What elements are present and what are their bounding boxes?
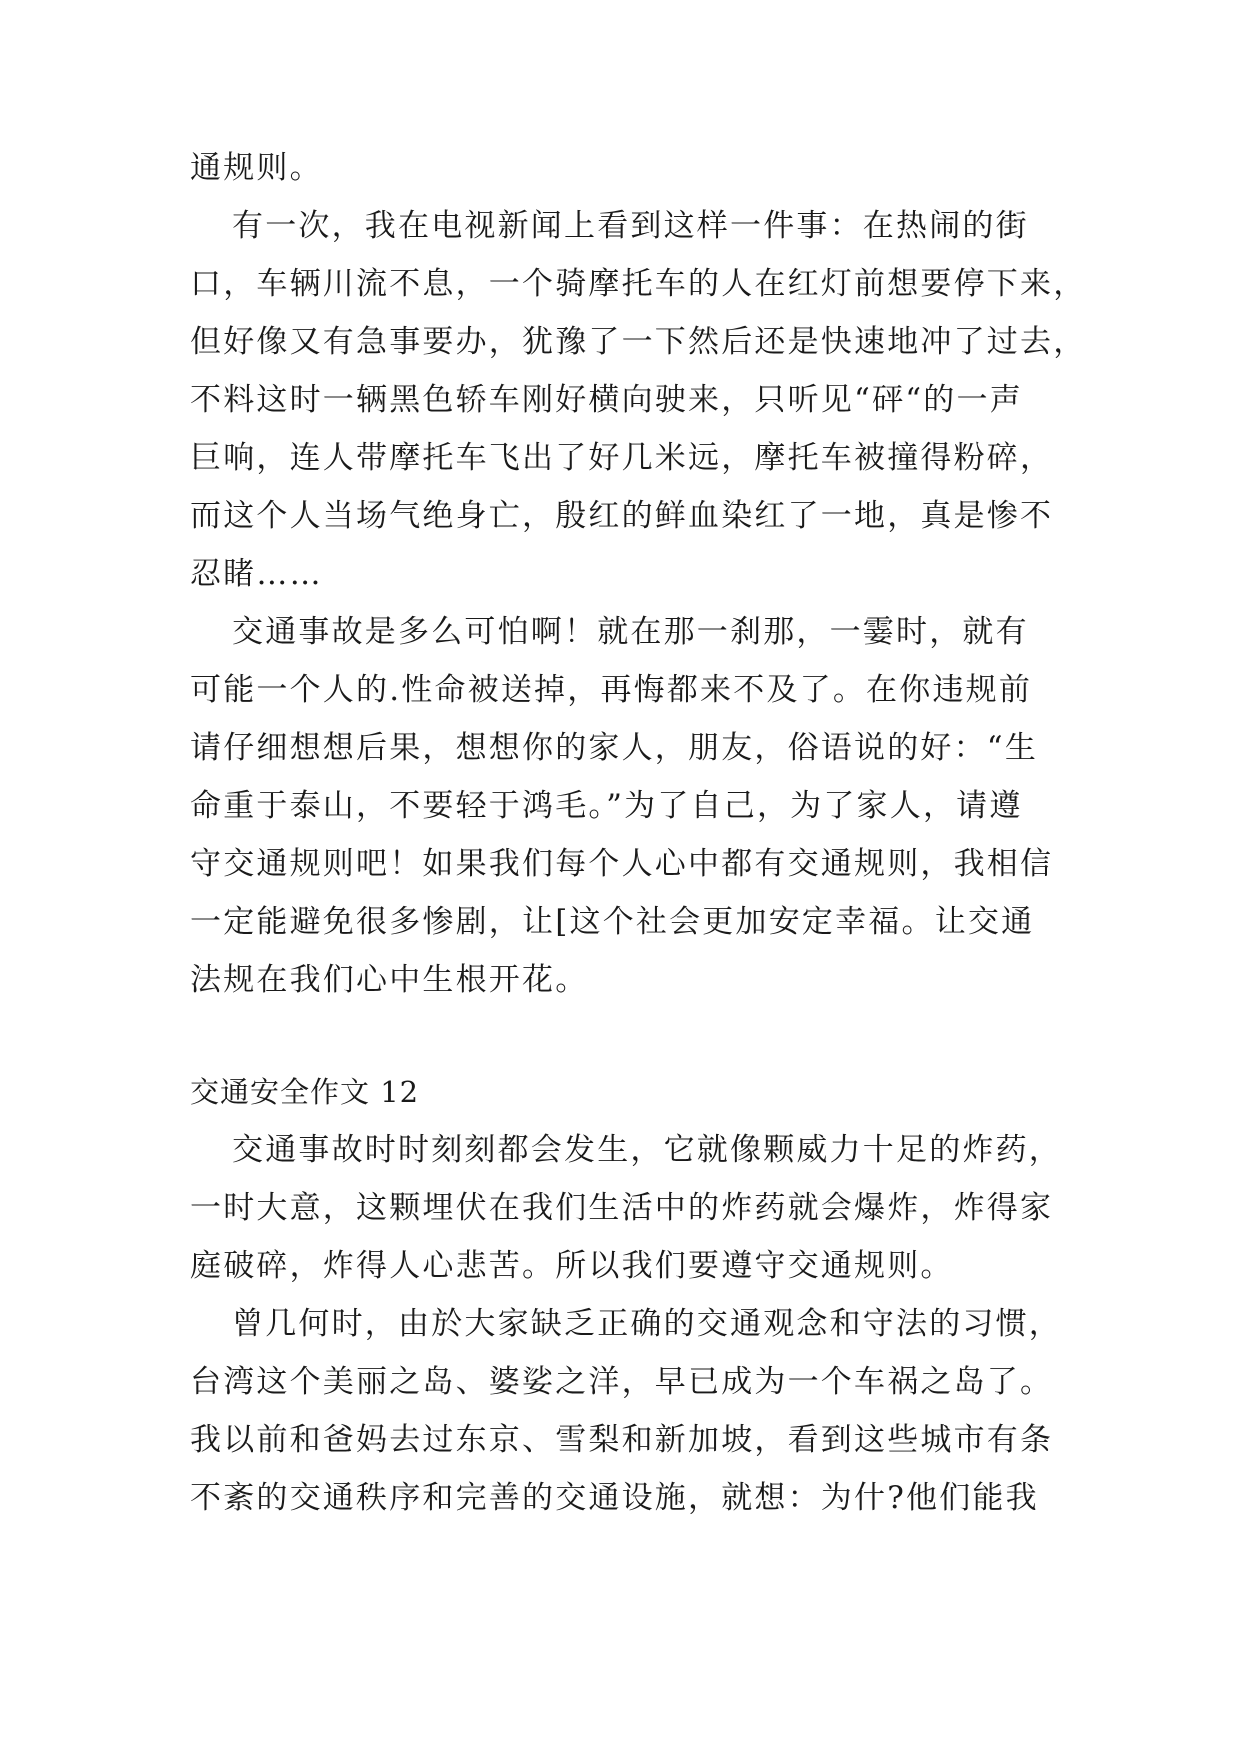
text-line: 请仔细想想后果，想想你的家人，朋友，俗语说的好：“生 xyxy=(190,730,1039,766)
text-line: 口，车辆川流不息，一个骑摩托车的人在红灯前想要停下来， xyxy=(190,266,1087,302)
text-line: 不料这时一辆黑色轿车刚好横向驶来，只听见“砰“的一声 xyxy=(190,382,1023,418)
text-line: 交通事故是多么可怕啊！就在那一刹那，一霎时，就有 xyxy=(232,614,1029,650)
text-line: 不紊的交通秩序和完善的交通设施，就想：为什?他们能我 xyxy=(190,1480,1039,1516)
section-title: 交通安全作文 12 xyxy=(190,1075,420,1109)
text-line: 通规则。 xyxy=(190,150,323,186)
text-line: 命重于泰山，不要轻于鸿毛。”为了自己，为了家人，请遵 xyxy=(190,788,1023,824)
text-line: 一定能避免很多惨剧，让[这个社会更加安定幸福。让交通 xyxy=(190,904,1035,940)
text-line: 巨响，连人带摩托车飞出了好几米远，摩托车被撞得粉碎， xyxy=(190,440,1054,476)
text-line: 有一次，我在电视新闻上看到这样一件事：在热闹的街 xyxy=(232,208,1029,244)
text-line: 可能一个人的.性命被送掉，再悔都来不及了。在你违规前 xyxy=(190,672,1033,708)
text-line: 庭破碎，炸得人心悲苦。所以我们要遵守交通规则。 xyxy=(190,1248,954,1284)
text-line: 一时大意，这颗埋伏在我们生活中的炸药就会爆炸，炸得家 xyxy=(190,1190,1054,1226)
text-line: 台湾这个美丽之岛、婆娑之洋，早已成为一个车祸之岛了。 xyxy=(190,1364,1054,1400)
text-line: 忍睹…… xyxy=(190,556,323,592)
text-line: 交通事故时时刻刻都会发生，它就像颗威力十足的炸药， xyxy=(232,1132,1062,1168)
text-line: 但好像又有急事要办，犹豫了一下然后还是快速地冲了过去， xyxy=(190,324,1087,360)
text-line: 法规在我们心中生根开花。 xyxy=(190,962,589,998)
text-line: 曾几何时，由於大家缺乏正确的交通观念和守法的习惯， xyxy=(232,1306,1062,1342)
text-line: 守交通规则吧！如果我们每个人心中都有交通规则，我相信 xyxy=(190,846,1054,882)
text-line: 我以前和爸妈去过东京、雪梨和新加坡，看到这些城市有条 xyxy=(190,1422,1054,1458)
text-line: 而这个人当场气绝身亡，殷红的鲜血染红了一地，真是惨不 xyxy=(190,498,1054,534)
